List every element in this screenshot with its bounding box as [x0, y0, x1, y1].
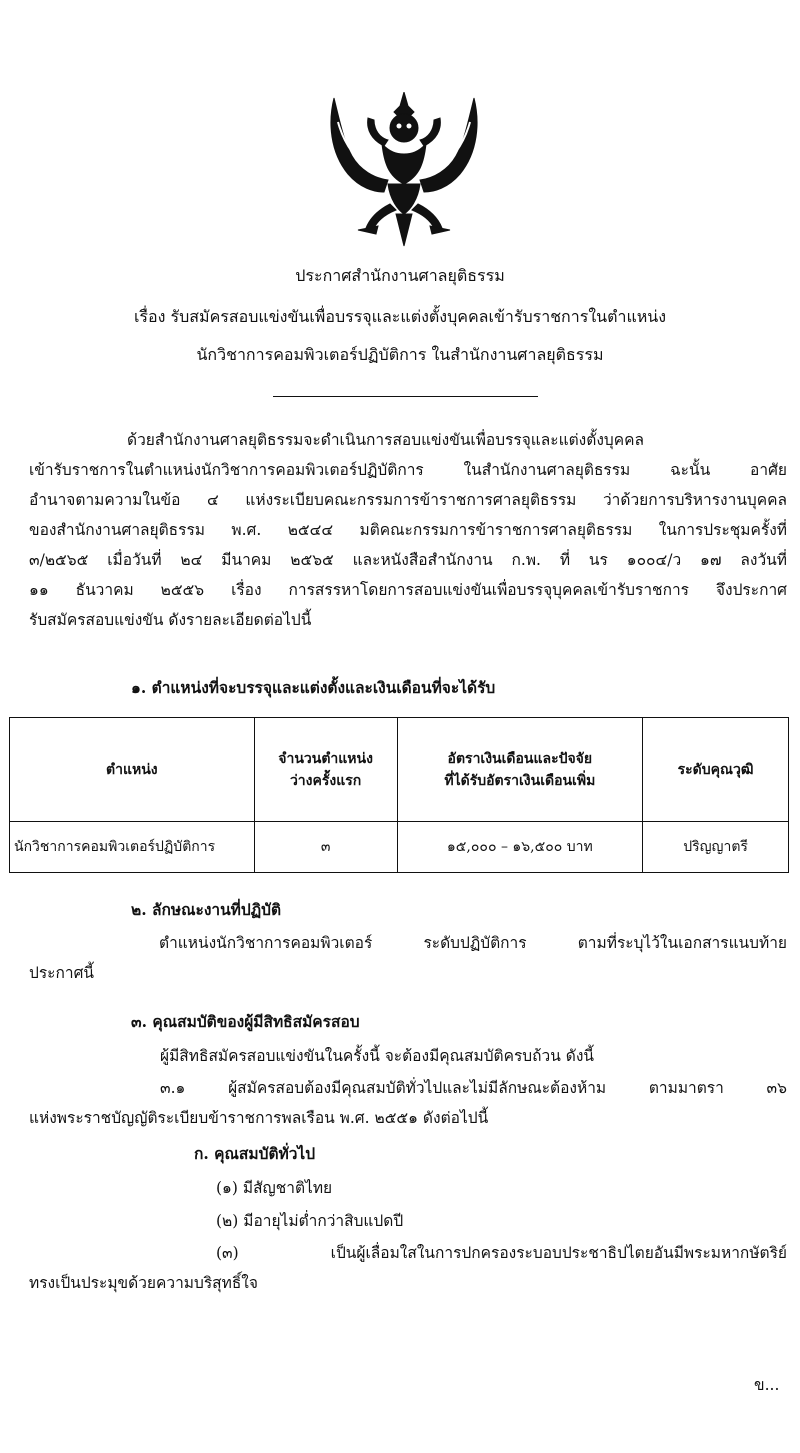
- qualification-item-1: (๑) มีสัญชาติไทย: [216, 1179, 333, 1197]
- column-header-salary-line1: อัตราเงินเดือนและปัจจัย: [447, 750, 593, 767]
- column-header-count: [254, 718, 397, 822]
- section3-1-paragraph: [29, 1073, 787, 1133]
- column-header-salary: [397, 718, 643, 822]
- intro-paragraph: [29, 425, 787, 635]
- cell-count: ๓: [254, 822, 397, 873]
- announcement-subject-line2: นักวิชาการคอมพิวเตอร์ปฏิบัติการ ในสำนักงานศาลยุติธรรม: [196, 345, 604, 364]
- intro-line: รับสมัครสอบแข่งขัน ดังรายละเอียดต่อไปนี้: [29, 611, 312, 629]
- section1-heading: ๑. ตำแหน่งที่จะบรรจุและแต่งตั้งและเงินเดือนที่จะได้รับ: [131, 678, 496, 697]
- table-header-row: [10, 718, 789, 822]
- intro-line: อำนาจตามความในข้อ ๔ แห่งระเบียบคณะกรรมการข้าราชการศาลยุติธรรม ว่าด้วยการบริหารงานบุคคล: [29, 491, 787, 509]
- section3-heading: ๓. คุณสมบัติของผู้มีสิทธิสมัครสอบ: [131, 1012, 360, 1031]
- qualification-item-3: [29, 1238, 787, 1298]
- section2-paragraph: [29, 928, 787, 988]
- section2-line: ประกาศนี้: [29, 964, 95, 982]
- intro-line: ๓/๒๕๖๕ เมื่อวันที่ ๒๔ มีนาคม ๒๕๖๕ และหนังสือสำนักงาน ก.พ. ที่ นร ๑๐๐๔/ว ๑๗ ลงวันที่: [29, 551, 787, 569]
- garuda-emblem-icon: [318, 92, 490, 248]
- qualification-item-3-line: (๓) เป็นผู้เลื่อมใสในการปกครองระบอบประชาธิปไตยอันมีพระมหากษัตริย์: [216, 1244, 787, 1262]
- announcement-subject: เรื่อง รับสมัครสอบแข่งขันเพื่อบรรจุและแต่งตั้งบุคคลเข้ารับราชการในตำแหน่ง: [133, 307, 667, 326]
- section2-line: ตำแหน่งนักวิชาการคอมพิวเตอร์ ระดับปฏิบัติการ ตามที่ระบุไว้ในเอกสารแนบท้าย: [159, 934, 787, 952]
- section2-heading: ๒. ลักษณะงานที่ปฏิบัติ: [131, 900, 282, 919]
- continued-marker: ข...: [754, 1376, 780, 1394]
- qualification-item-3-line: ทรงเป็นประมุขด้วยความบริสุทธิ์ใจ: [29, 1274, 258, 1292]
- section3-1-line: ๓.๑ ผู้สมัครสอบต้องมีคุณสมบัติทั่วไปและไม่มีลักษณะต้องห้าม ตามมาตรา ๓๖: [160, 1079, 787, 1097]
- column-header-count-line2: ว่างครั้งแรก: [289, 772, 362, 789]
- column-header-degree: ระดับคุณวุฒิ: [643, 718, 789, 822]
- intro-line: เข้ารับราชการในตำแหน่งนักวิชาการคอมพิวเตอร์ปฏิบัติการ ในสำนักงานศาลยุติธรรม ฉะนั้น อาศัย: [29, 461, 787, 479]
- section3-intro: ผู้มีสิทธิสมัครสอบแข่งขันในครั้งนี้ จะต้องมีคุณสมบัติครบถ้วน ดังนี้: [160, 1047, 594, 1065]
- qualification-item-2: (๒) มีอายุไม่ต่ำกว่าสิบแปดปี: [216, 1212, 404, 1230]
- announcement-title: ประกาศสำนักงานศาลยุติธรรม: [295, 266, 505, 285]
- intro-line: ด้วยสำนักงานศาลยุติธรรมจะดำเนินการสอบแข่งขันเพื่อบรรจุและแต่งตั้งบุคคล: [127, 431, 644, 449]
- cell-degree: ปริญญาตรี: [643, 822, 789, 873]
- column-header-salary-line2: ที่ได้รับอัตราเงินเดือนเพิ่ม: [444, 772, 596, 789]
- cell-salary: ๑๕,๐๐๐ – ๑๖,๕๐๐ บาท: [397, 822, 643, 873]
- header-divider: [273, 396, 538, 397]
- section3-1-line: แห่งพระราชบัญญัติระเบียบข้าราชการพลเรือน พ.ศ. ๒๕๕๑ ดังต่อไปนี้: [29, 1109, 489, 1127]
- intro-line: ของสำนักงานศาลยุติธรรม พ.ศ. ๒๕๔๔ มติคณะกรรมการข้าราชการศาลยุติธรรม ในการประชุมครั้งที่: [29, 521, 787, 539]
- intro-line: ๑๑ ธันวาคม ๒๕๕๖ เรื่อง การสรรหาโดยการสอบแข่งขันเพื่อบรรจุบุคคลเข้ารับราชการ จึงประกาศ: [29, 581, 787, 599]
- column-header-count-line1: จำนวนตำแหน่ง: [278, 750, 373, 767]
- position-table: [9, 717, 789, 873]
- general-qualifications-heading: ก. คุณสมบัติทั่วไป: [194, 1144, 316, 1163]
- cell-position: นักวิชาการคอมพิวเตอร์ปฏิบัติการ: [10, 822, 255, 873]
- table-row: [10, 822, 789, 873]
- column-header-position: ตำแหน่ง: [10, 718, 255, 822]
